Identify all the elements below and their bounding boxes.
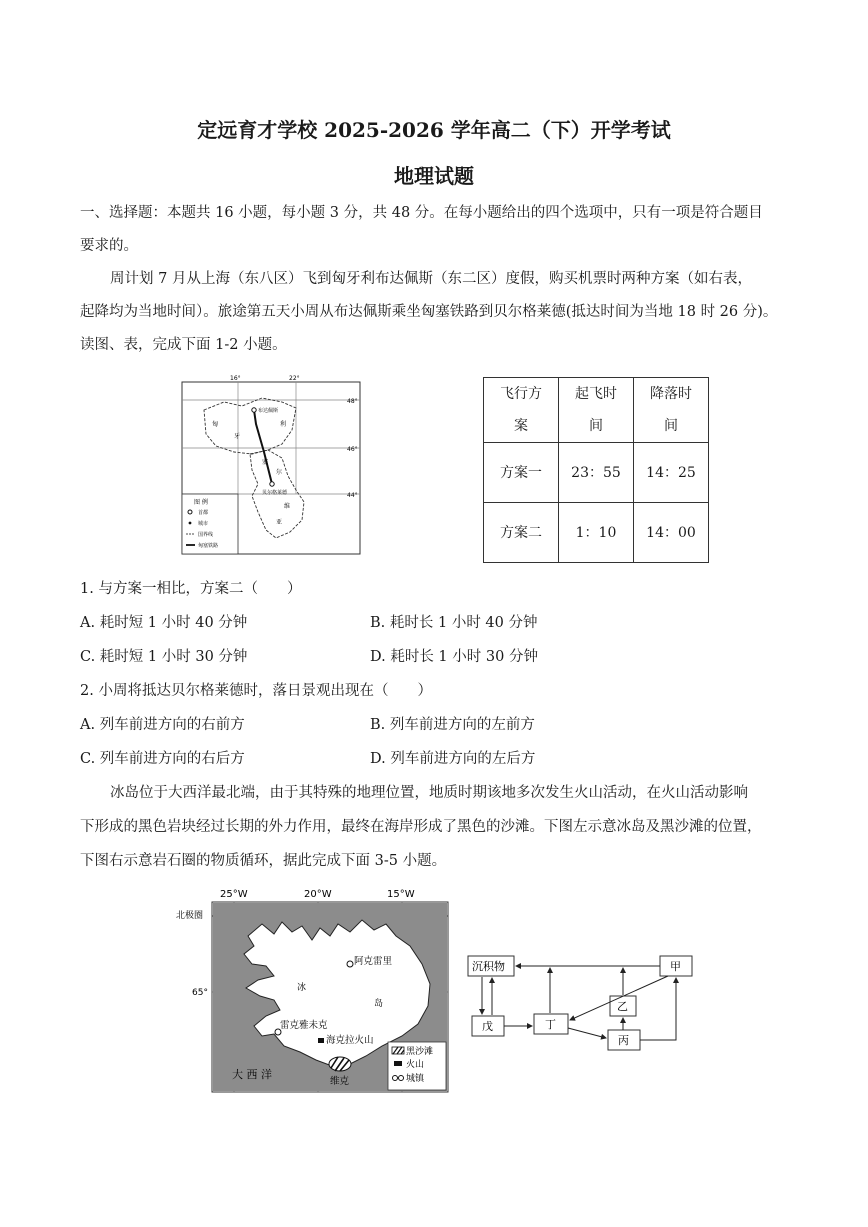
arrow-ding-to-bing bbox=[568, 1028, 606, 1038]
label-wu: 戊 bbox=[482, 1020, 493, 1033]
table-cell: 14：00 bbox=[634, 503, 709, 563]
passage2-line1: 冰岛位于大西洋最北端，由于其特殊的地理位置，地质时期该地多次发生火山活动，在火山活动影响 bbox=[110, 785, 748, 801]
label-bing: 丙 bbox=[618, 1034, 629, 1047]
q2-option-d[interactable]: D. 列车前进方向的左后方 bbox=[370, 751, 536, 767]
city-vik: 维克 bbox=[330, 1076, 350, 1087]
q2-option-b[interactable]: B. 列车前进方向的左前方 bbox=[370, 717, 535, 733]
legend-city: 城市 bbox=[198, 521, 209, 527]
passage1-line1: 周计划 7 月从上海（东八区）飞到匈牙利布达佩斯（东二区）度假，购买机票时两种方案（如右表， bbox=[110, 271, 752, 287]
passage2-line2: 下形成的黑色岩块经过长期的外力作用，最终在海岸形成了黑色的沙滩。下图左示意冰岛及黑沙滩的位置， bbox=[80, 819, 762, 835]
q2-option-c[interactable]: C. 列车前进方向的右后方 bbox=[80, 751, 245, 767]
legend-volcano: 火山 bbox=[406, 1060, 425, 1070]
island-char-2: 岛 bbox=[374, 999, 384, 1009]
table-header-row bbox=[484, 378, 709, 443]
table-cell: 方案二 bbox=[484, 503, 559, 563]
table-cell: 23：55 bbox=[559, 443, 634, 503]
legend-railway: 匈塞铁路 bbox=[198, 543, 219, 549]
volcano-legend-icon bbox=[394, 1061, 402, 1066]
lat-label-46: 46° bbox=[347, 446, 358, 453]
table-header: 起飞时 间 bbox=[559, 378, 634, 443]
legend-black-sand: 黑沙滩 bbox=[406, 1047, 434, 1057]
q1-option-d[interactable]: D. 耗时长 1 小时 30 分钟 bbox=[370, 649, 538, 665]
table-header: 飞行方 案 bbox=[484, 378, 559, 443]
legend-capital: 首都 bbox=[198, 510, 209, 516]
lon-label-15w: 15°W bbox=[387, 889, 415, 900]
table-row bbox=[484, 503, 709, 563]
lon-label-25w: 25°W bbox=[220, 889, 248, 900]
ocean-label: 大 西 洋 bbox=[232, 1068, 272, 1081]
map1-region-char-4: 塞 bbox=[262, 459, 269, 466]
label-ding: 丁 bbox=[545, 1018, 556, 1031]
lon-label-20w: 20°W bbox=[304, 889, 332, 900]
table-row bbox=[484, 443, 709, 503]
map1-region-char-7: 亚 bbox=[276, 519, 283, 526]
map1-region-char-1: 匈 bbox=[212, 421, 219, 428]
lon-label-22: 22° bbox=[289, 375, 300, 382]
rock-cycle-diagram bbox=[462, 948, 702, 1060]
iceland-map bbox=[170, 884, 452, 1096]
city-reykjavik: 雷克雅未克 bbox=[280, 1020, 328, 1031]
q1-option-b[interactable]: B. 耗时长 1 小时 40 分钟 bbox=[370, 615, 538, 631]
hekla-volcano-icon bbox=[318, 1038, 324, 1043]
budapest-marker bbox=[252, 408, 256, 412]
lat-label-48: 48° bbox=[347, 398, 358, 405]
passage2-line3: 下图右示意岩石圈的物质循环，据此完成下面 3-5 小题。 bbox=[80, 853, 447, 869]
belgrade-marker bbox=[270, 482, 274, 486]
hungary-serbia-map bbox=[172, 372, 372, 558]
passage1-line2: 起降均为当地时间）。旅途第五天小周从布达佩斯乘坐匈塞铁路到贝尔格莱德(抵达时间为当地 18 时 26 分)。 bbox=[80, 304, 778, 320]
table-cell: 14：25 bbox=[634, 443, 709, 503]
exam-title: 定远育才学校 2025-2026 学年高二（下）开学考试 bbox=[197, 118, 671, 142]
table-cell: 1：10 bbox=[559, 503, 634, 563]
q2-option-a[interactable]: A. 列车前进方向的右前方 bbox=[80, 717, 245, 733]
island-char-1: 冰 bbox=[297, 983, 307, 993]
lat-label-44: 44° bbox=[347, 492, 358, 499]
table-header: 降落时 间 bbox=[634, 378, 709, 443]
legend-town: 城镇 bbox=[406, 1074, 425, 1084]
table-cell: 方案一 bbox=[484, 443, 559, 503]
map1-region-char-2: 牙 bbox=[234, 433, 241, 440]
section-instruction-line1: 一、选择题：本题共 16 小题，每小题 3 分，共 48 分。在每小题给出的四个选项中，只有一项是符合题目 bbox=[80, 205, 763, 221]
volcano-hekla: 海克拉火山 bbox=[326, 1035, 374, 1046]
q1-option-c[interactable]: C. 耗时短 1 小时 30 分钟 bbox=[80, 649, 248, 665]
map1-region-char-5: 尔 bbox=[276, 469, 283, 476]
city-icon bbox=[189, 522, 192, 525]
flight-plan-table bbox=[483, 377, 709, 563]
question-2-stem: 2. 小周将抵达贝尔格莱德时，落日景观出现在（ ） bbox=[80, 683, 432, 699]
map1-region-char-3: 利 bbox=[280, 421, 287, 428]
map1-region-char-6: 维 bbox=[284, 503, 291, 510]
arrow-bing-to-jia bbox=[640, 978, 676, 1040]
label-sediment: 沉积物 bbox=[472, 960, 505, 973]
arctic-circle-label: 北极圈 bbox=[176, 911, 204, 921]
city-akureyri: 阿克雷里 bbox=[354, 956, 393, 967]
question-1-stem: 1. 与方案一相比，方案二（ ） bbox=[80, 581, 302, 597]
lon-label-16: 16° bbox=[230, 375, 241, 382]
label-yi: 乙 bbox=[617, 1000, 628, 1013]
legend-border: 国界线 bbox=[198, 532, 214, 538]
section-instruction-line2: 要求的。 bbox=[80, 238, 138, 254]
akureyri-marker bbox=[347, 961, 353, 967]
lat-label-65: 65° bbox=[192, 988, 208, 998]
label-jia: 甲 bbox=[670, 960, 681, 973]
map1-legend-title: 图 例 bbox=[194, 499, 208, 506]
passage1-line3: 读图、表，完成下面 1-2 小题。 bbox=[80, 337, 287, 353]
q1-option-a[interactable]: A. 耗时短 1 小时 40 分钟 bbox=[80, 615, 248, 631]
belgrade-label: 贝尔格莱德 bbox=[262, 490, 288, 496]
exam-subtitle: 地理试题 bbox=[394, 164, 474, 188]
budapest-label: 布达佩斯 bbox=[258, 408, 279, 414]
